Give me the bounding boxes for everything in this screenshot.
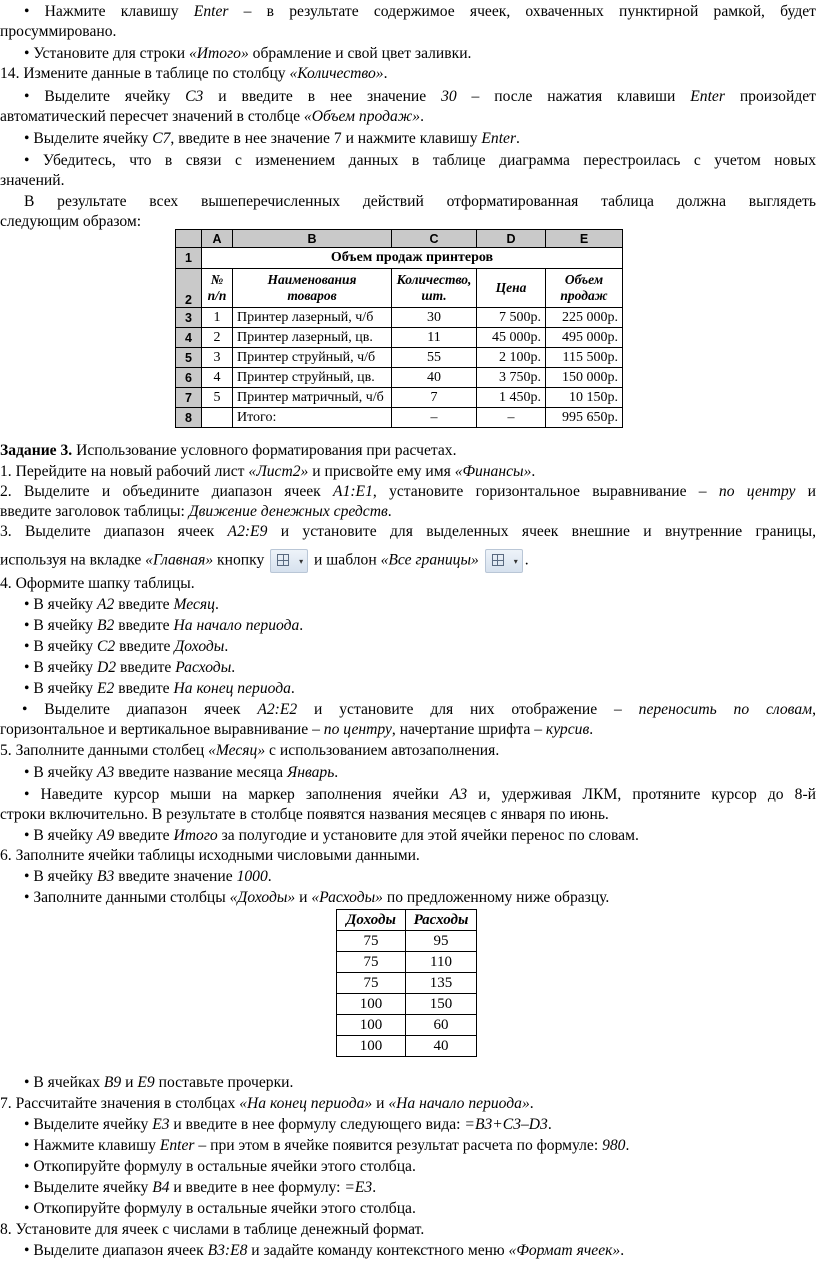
table-cell: 75 [337, 952, 406, 973]
table-cell: 100 [337, 1015, 406, 1036]
text-line: введите заголовок таблицы: Движение денежных средств. [0, 503, 392, 520]
table-cell: 5 [202, 388, 233, 408]
sheet-title: Объем продаж принтеров [202, 248, 623, 269]
list-item: • Выделите диапазон ячеек В3:Е8 и задайте команду контекстного меню «Формат ячеек». [24, 1242, 625, 1259]
table-cell: Итого: [233, 408, 392, 428]
list-item: • Наведите курсор мыши на маркер заполнения ячейки А3 и, удерживая ЛКМ, протяните курсор до 8-й [24, 786, 816, 803]
list-item: • Нажмите клавишу Enter – при этом в ячейке появится результат расчета по формуле: 980. [24, 1137, 630, 1154]
table-cell: 30 [392, 308, 477, 328]
table-cell: 3 [202, 348, 233, 368]
text-line: строки включительно. В результате в столбце появятся названия месяцев с января по июнь. [0, 806, 609, 823]
column-header: D [477, 230, 546, 248]
table-row [337, 931, 477, 952]
text-line: • Выделите ячейку С7, введите в нее значение 7 и нажмите клавишу Enter. [24, 130, 520, 147]
table-cell: 7 [392, 388, 477, 408]
table-cell: 115 500р. [546, 348, 623, 368]
sample-data-table [336, 909, 477, 1057]
list-item: • В ячейку D2 введите Расходы. [24, 659, 236, 676]
list-item: • В ячейку Е2 введите На конец периода. [24, 680, 295, 697]
header-cell: Доходы [337, 910, 406, 931]
list-item: • В ячейку В3 введите значение 1000. [24, 868, 272, 885]
text-line: 2. Выделите и объедините диапазон ячеек А1:Е1, установите горизонтальное выравнивание – по центру и [0, 483, 816, 500]
table-cell: 150 [406, 994, 477, 1015]
table-row [337, 1015, 477, 1036]
header-cell: Объем продаж [546, 269, 623, 308]
corner-cell [176, 230, 202, 248]
table-cell: 1 [202, 308, 233, 328]
table-cell: 75 [337, 931, 406, 952]
column-header: E [546, 230, 623, 248]
list-item: • В ячейку В2 введите На начало периода. [24, 617, 304, 634]
header-cell: Расходы [406, 910, 477, 931]
table-header-row [337, 910, 477, 931]
list-item: • Выделите диапазон ячеек А2:Е2 и установите для них отображение – переносить по словам, [22, 701, 816, 718]
table-cell: – [392, 408, 477, 428]
text-line: 4. Оформите шапку таблицы. [0, 575, 195, 592]
table-cell [202, 408, 233, 428]
list-item: • Откопируйте формулу в остальные ячейки этого столбца. [24, 1158, 416, 1175]
list-item: • В ячейку С2 введите Доходы. [24, 638, 229, 655]
total-row [176, 408, 623, 428]
text-line: используя на вкладке «Главная» кнопку ▾ и шаблон «Все границы» ▾ . [0, 549, 816, 573]
table-cell: 4 [202, 368, 233, 388]
table-cell: 135 [406, 973, 477, 994]
table-cell: 2 100р. [477, 348, 546, 368]
spreadsheet-table [175, 229, 623, 428]
text-line: 7. Рассчитайте значения в столбцах «На конец периода» и «На начало периода». [0, 1095, 534, 1112]
table-cell: 7 500р. [477, 308, 546, 328]
table-cell: 100 [337, 1036, 406, 1057]
list-item: • В ячейках В9 и Е9 поставьте прочерки. [24, 1074, 294, 1091]
row-header: 8 [176, 408, 202, 428]
table-cell: 2 [202, 328, 233, 348]
table-cell: Принтер струйный, ч/б [233, 348, 392, 368]
borders-button-icon: ▾ [270, 549, 308, 573]
text-line: • Установите для строки «Итого» обрамление и свой цвет заливки. [24, 45, 472, 62]
text-line: следующим образом: [0, 213, 142, 230]
table-cell: 150 000р. [546, 368, 623, 388]
table-cell: 110 [406, 952, 477, 973]
text-line: 8. Установите для ячеек с числами в таблице денежный формат. [0, 1221, 425, 1238]
table-cell: 55 [392, 348, 477, 368]
table-row [176, 308, 623, 328]
list-item: • Выделите ячейку Е3 и введите в нее формулу следующего вида: =В3+С3–D3. [24, 1116, 552, 1133]
table-row [337, 994, 477, 1015]
table-cell: 3 750р. [477, 368, 546, 388]
list-item: • Выделите ячейку В4 и введите в нее формулу: =Е3. [24, 1179, 377, 1196]
table-cell: Принтер матричный, ч/б [233, 388, 392, 408]
text-line: горизонтальное и вертикальное выравнивание – по центру, начертание шрифта – курсив. [0, 721, 594, 738]
table-cell: 495 000р. [546, 328, 623, 348]
table-cell: Принтер струйный, цв. [233, 368, 392, 388]
table-cell: 95 [406, 931, 477, 952]
text-line: В результате всех вышеперечисленных действий отформатированная таблица должна выглядеть [24, 193, 816, 210]
row-header: 7 [176, 388, 202, 408]
table-header-row [176, 269, 623, 308]
text-line: • Убедитесь, что в связи с изменением данных в таблице диаграмма перестроилась с учетом новых [24, 152, 816, 169]
task-heading: Задание 3. Использование условного форматирования при расчетах. [0, 442, 457, 459]
table-row [176, 368, 623, 388]
table-row [176, 248, 623, 269]
table-cell: 11 [392, 328, 477, 348]
text-line: 3. Выделите диапазон ячеек А2:Е9 и установите для выделенных ячеек внешние и внутренние границы, [0, 523, 816, 540]
table-cell: 100 [337, 994, 406, 1015]
row-header: 1 [176, 248, 202, 269]
table-row [176, 348, 623, 368]
text-line: 1. Перейдите на новый рабочий лист «Лист2» и присвойте ему имя «Финансы». [0, 463, 536, 480]
table-cell: 40 [392, 368, 477, 388]
list-item: • Заполните данными столбцы «Доходы» и «Расходы» по предложенному ниже образцу. [24, 889, 610, 906]
text-line: 5. Заполните данными столбец «Месяц» с использованием автозаполнения. [0, 742, 500, 759]
table-row [337, 1036, 477, 1057]
text-line: значений. [0, 172, 65, 189]
row-header: 3 [176, 308, 202, 328]
table-cell: – [477, 408, 546, 428]
list-item: • В ячейку А3 введите название месяца Январь. [24, 764, 339, 781]
header-cell: Наименования товаров [233, 269, 392, 308]
list-item: • Откопируйте формулу в остальные ячейки этого столбца. [24, 1200, 416, 1217]
table-row [176, 388, 623, 408]
column-header: C [392, 230, 477, 248]
table-cell: Принтер лазерный, ч/б [233, 308, 392, 328]
table-row [176, 328, 623, 348]
all-borders-template-icon: ▾ [485, 549, 523, 573]
table-cell: 40 [406, 1036, 477, 1057]
list-item: • В ячейку А9 введите Итого за полугодие и установите для этой ячейки перенос по словам. [24, 827, 639, 844]
row-header: 4 [176, 328, 202, 348]
table-cell: Принтер лазерный, цв. [233, 328, 392, 348]
header-cell: Количество, шт. [392, 269, 477, 308]
text-line: • Выделите ячейку С3 и введите в нее значение 30 – после нажатия клавиши Enter произойдет [24, 88, 816, 105]
text-line: просуммировано. [0, 23, 117, 40]
table-cell: 995 650р. [546, 408, 623, 428]
text-line: автоматический пересчет значений в столбце «Объем продаж». [0, 108, 424, 125]
table-cell: 60 [406, 1015, 477, 1036]
list-item: • В ячейку А2 введите Месяц. [24, 596, 219, 613]
column-header-row [176, 230, 623, 248]
header-cell: № п/п [202, 269, 233, 308]
row-header: 2 [176, 269, 202, 308]
table-cell: 225 000р. [546, 308, 623, 328]
table-cell: 10 150р. [546, 388, 623, 408]
row-header: 5 [176, 348, 202, 368]
text-line: 6. Заполните ячейки таблицы исходными числовыми данными. [0, 847, 420, 864]
column-header: A [202, 230, 233, 248]
header-cell: Цена [477, 269, 546, 308]
table-cell: 75 [337, 973, 406, 994]
column-header: B [233, 230, 392, 248]
table-row [337, 973, 477, 994]
table-row [337, 952, 477, 973]
text-line: • Нажмите клавишу Enter – в результате содержимое ячеек, охваченных пунктирной рамкой, будет [24, 3, 816, 20]
row-header: 6 [176, 368, 202, 388]
text-line: 14. Измените данные в таблице по столбцу «Количество». [0, 65, 388, 82]
table-cell: 1 450р. [477, 388, 546, 408]
table-cell: 45 000р. [477, 328, 546, 348]
